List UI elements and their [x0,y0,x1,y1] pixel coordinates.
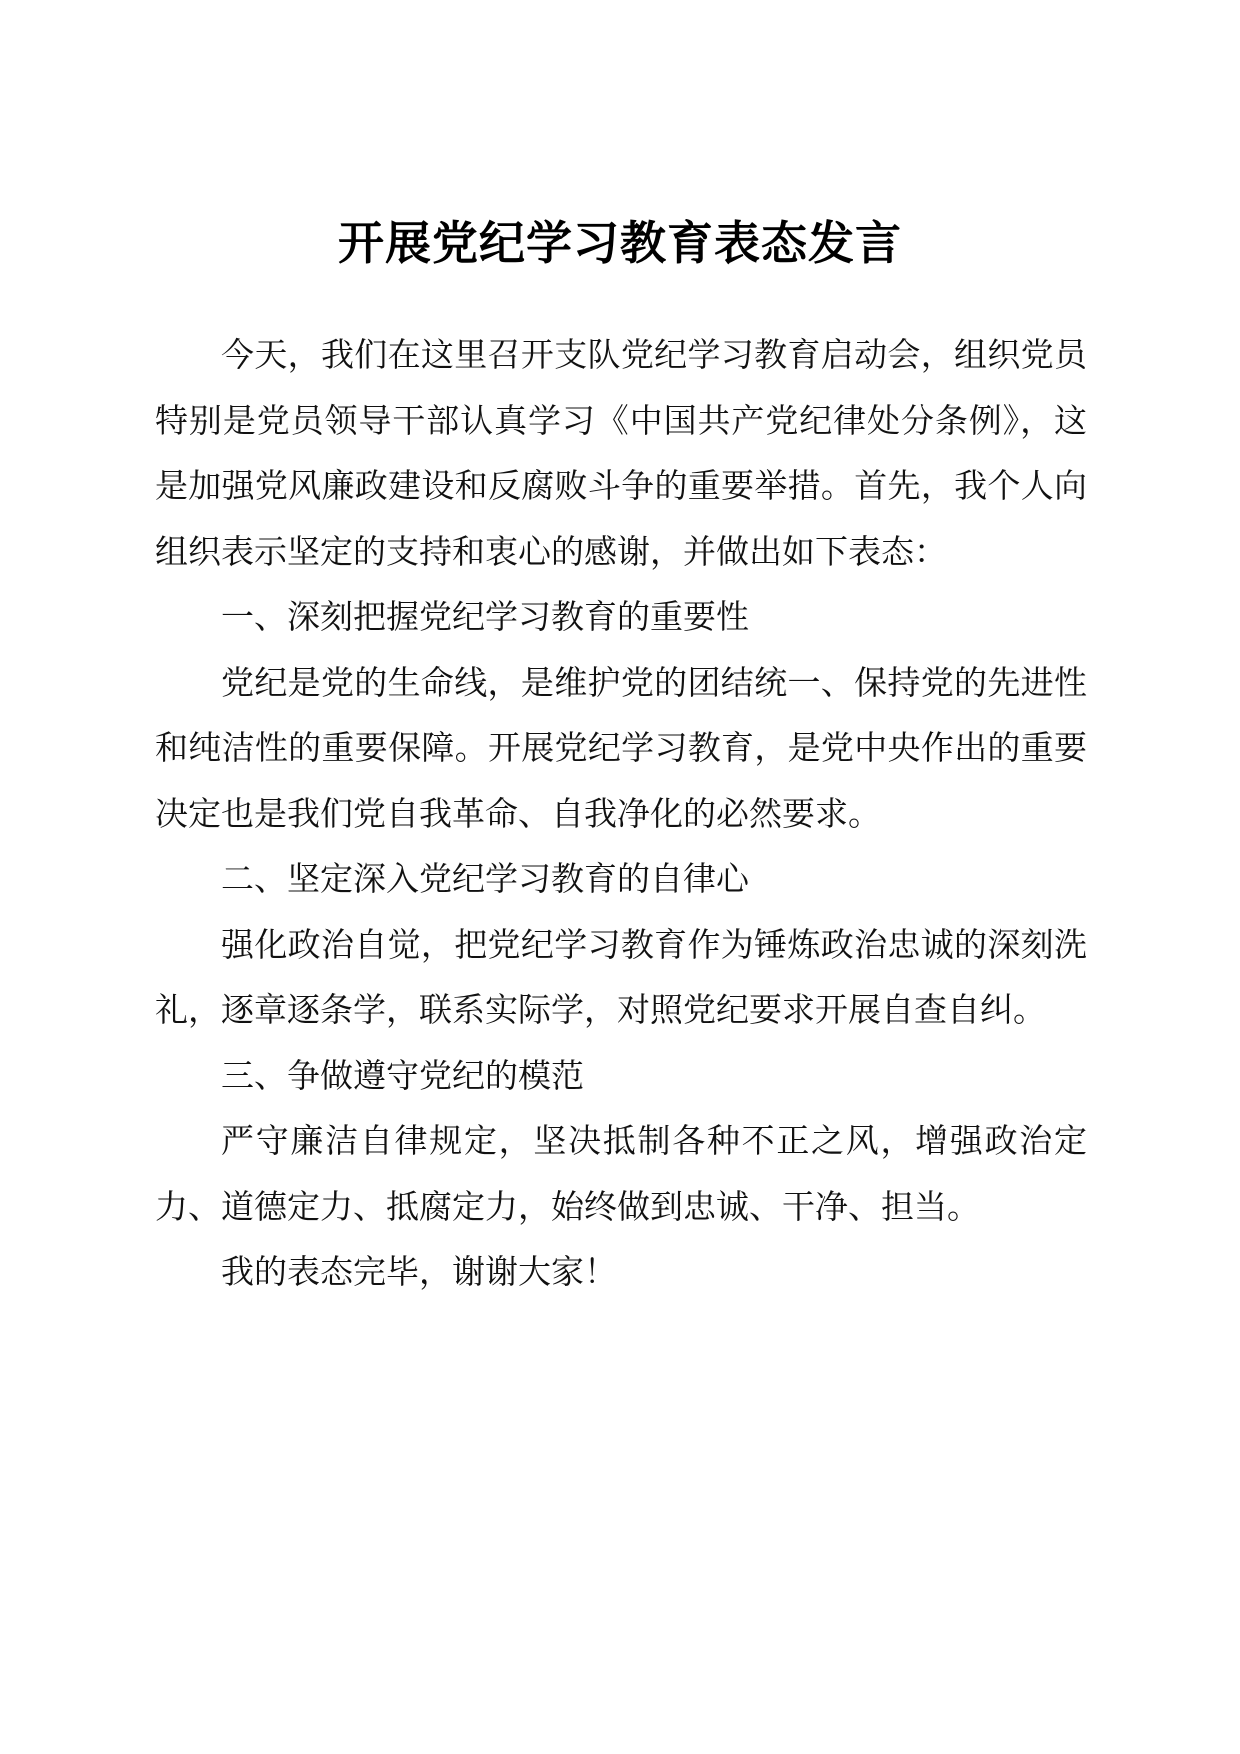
section-2-body: 强化政治自觉，把党纪学习教育作为锤炼政治忠诚的深刻洗礼，逐章逐条学，联系实际学，对照党纪要求开展自查自纠。 [155,924,1087,1029]
section-1-heading: 一、深刻把握党纪学习教育的重要性 [221,597,749,636]
section-3-heading: 三、争做遵守党纪的模范 [221,1055,584,1095]
document-title: 开展党纪学习教育表态发言 [338,216,902,270]
closing-paragraph: 我的表态完毕，谢谢大家！ [221,1252,617,1291]
section-1-body: 党纪是党的生命线，是维护党的团结统一、保持党的先进性和纯洁性的重要保障。开展党纪学习教育，是党中央作出的重要决定也是我们党自我革命、自我净化的必然要求。 [155,662,1087,833]
section-2-heading: 二、坚定深入党纪学习教育的自律心 [221,859,749,898]
document-body [155,322,1087,1305]
section-3-body: 严守廉洁自律规定，坚决抵制各种不正之风，增强政治定力、道德定力、抵腐定力，始终做到忠诚、干净、担当。 [155,1121,1087,1226]
intro-paragraph: 今天，我们在这里召开支队党纪学习教育启动会，组织党员特别是党员领导干部认真学习《中国共产党纪律处分条例》，这是加强党风廉政建设和反腐败斗争的重要举措。首先，我个人向组织表示坚定的支持和衷心的感谢，并做出如下表态： [155,335,1087,571]
